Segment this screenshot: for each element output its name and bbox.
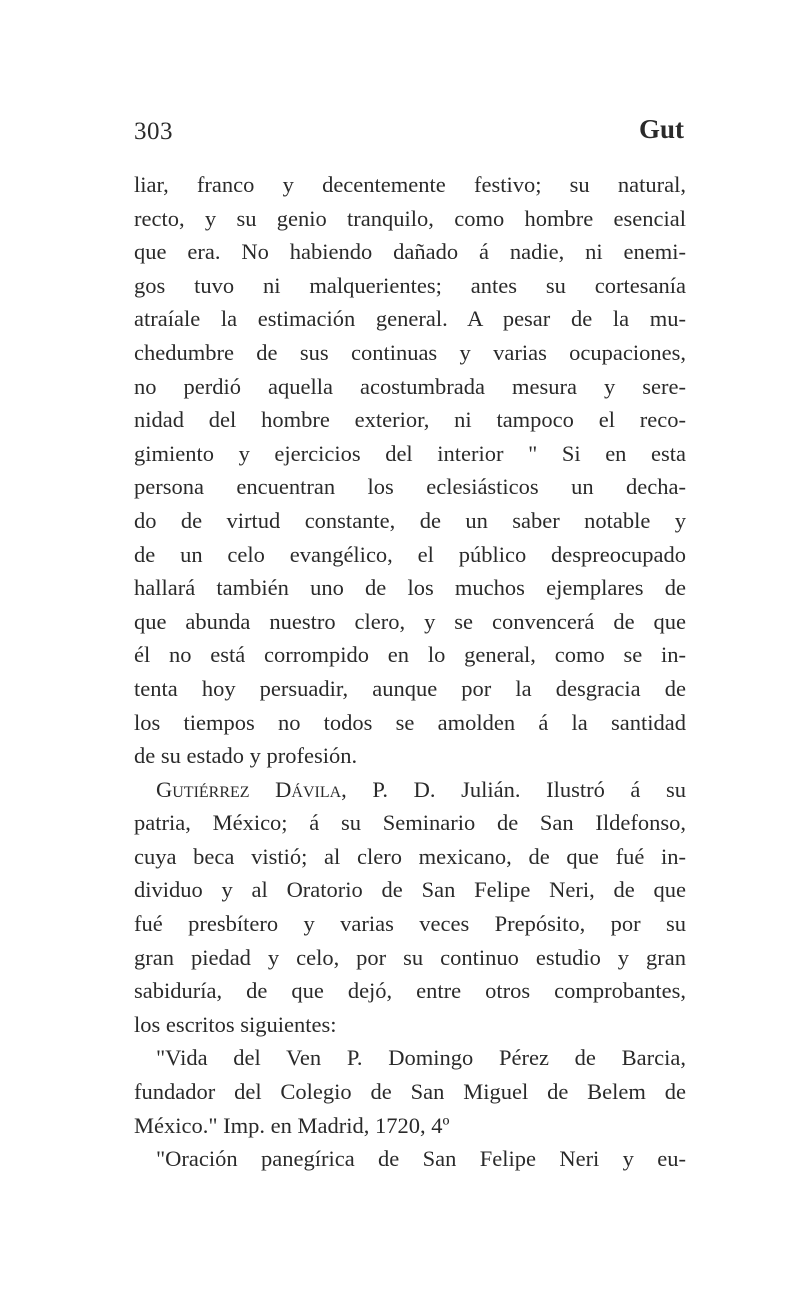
text-line: los tiempos no todos se amolden á la santidad (134, 709, 686, 735)
text-line: "Oración panegírica de San Felipe Neri y eu- (156, 1146, 686, 1172)
text-line: nidad del hombre exterior, ni tampoco el reco- (134, 407, 686, 433)
text-line: "Vida del Ven P. Domingo Pérez de Barcia, (156, 1045, 686, 1071)
text-line: no perdió aquella acostumbrada mesura y sere- (134, 373, 686, 399)
text-line: que abunda nuestro clero, y se convencerá de que (134, 608, 686, 634)
text-line: patria, México; á su Seminario de San Ildefonso, (134, 810, 686, 836)
text-line: gran piedad y celo, por su continuo estudio y gran (134, 944, 686, 970)
text-line: cuya beca vistió; al clero mexicano, de que fué in- (134, 843, 686, 869)
text-line: do de virtud constante, de un saber notable y (134, 507, 686, 533)
running-header-word: Gut (638, 114, 684, 144)
text-line: gos tuvo ni malquerientes; antes su cortesanía (134, 272, 686, 298)
text-line: él no está corrompido en lo general, como se in- (134, 642, 686, 668)
entry-heading-line (134, 773, 686, 807)
text-line: dividuo y al Oratorio de San Felipe Neri, de que (134, 877, 686, 903)
text-line: persona encuentran los eclesiásticos un decha- (134, 474, 686, 500)
body-text (134, 168, 686, 1176)
entry-heading-rest: P. D. Julián. Ilustró á su (346, 776, 686, 802)
text-line: fundador del Colegio de San Miguel de Belem de (134, 1079, 686, 1105)
text-line: hallará también uno de los muchos ejemplares de (134, 575, 686, 601)
text-line: tenta hoy persuadir, aunque por la desgracia de (134, 675, 686, 701)
text-line: de un celo evangélico, el público despreocupado (134, 541, 686, 567)
text-line: atraíale la estimación general. A pesar de la mu- (134, 306, 686, 332)
text-line: liar, franco y decentemente festivo; su natural, (134, 172, 686, 197)
text-line: los escritos siguientes: (134, 1011, 337, 1037)
text-line: sabiduría, de que dejó, entre otros comprobantes, (134, 978, 686, 1004)
text-line: de su estado y profesión. (134, 743, 358, 769)
text-line: recto, y su genio tranquilo, como hombre esencial (134, 205, 686, 231)
text-line: gimiento y ejercicios del interior " Si en esta (134, 440, 686, 466)
text-line: fué presbítero y varias veces Prepósito, por su (134, 911, 686, 937)
page-number: 303 (134, 118, 173, 145)
entry-name: Gutiérrez Dávila, (156, 776, 347, 802)
running-head (134, 114, 686, 152)
text-line: que era. No habiendo dañado á nadie, ni enemi- (134, 239, 686, 265)
text-line: chedumbre de sus continuas y varias ocupaciones, (134, 339, 686, 365)
text-line: México." Imp. en Madrid, 1720, 4º (134, 1112, 450, 1138)
